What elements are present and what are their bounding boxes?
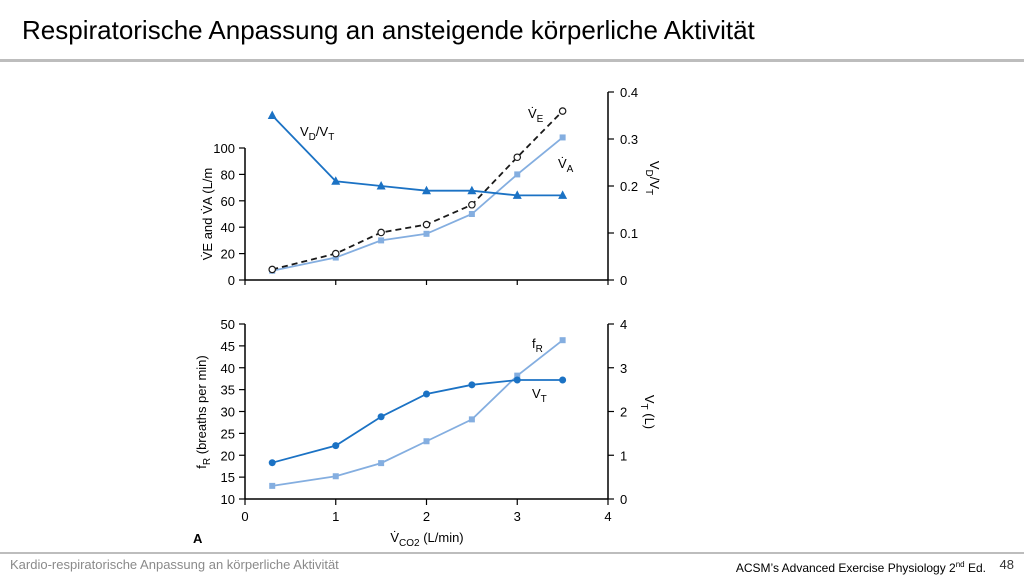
upper-right-tick-label: 0.3: [620, 132, 639, 147]
fr-series-point: [469, 416, 475, 422]
footer-caption: Kardio-respiratorische Anpassung an körperliche Aktivität: [10, 557, 339, 572]
va-series-point: [514, 171, 520, 177]
lower-right-tick-label: 2: [620, 404, 628, 420]
va-series-point: [560, 134, 566, 140]
fr-series-point: [269, 483, 275, 489]
vt-series-point: [514, 377, 521, 384]
ve-series-point: [469, 202, 475, 208]
upper-left-tick-label: 0: [227, 273, 235, 288]
va-series-point: [378, 237, 384, 243]
footer-source-sup: nd: [955, 560, 965, 569]
ve-series-point: [333, 250, 339, 256]
va-series-point: [424, 231, 430, 237]
vt-series-point: [378, 413, 385, 420]
upper-right-tick-label: 0: [620, 273, 628, 288]
lower-left-tick-label: 15: [220, 470, 235, 486]
page-number: 48: [999, 557, 1014, 572]
upper-left-tick-label: 100: [213, 141, 235, 156]
ve-series-point: [423, 221, 429, 227]
lower-x-axis-label: $V̇_{CO2}$ (L/min): [390, 530, 464, 549]
vt-series-point: [468, 381, 475, 388]
vt-series-line: [272, 380, 562, 463]
lower-left-tick-label: 25: [220, 426, 235, 442]
lower-right-tick-label: 1: [620, 448, 628, 464]
fr-series-line: [272, 340, 562, 486]
upper-right-tick-label: 0.4: [620, 85, 639, 100]
fr-series-point: [424, 438, 430, 444]
vdvt-series-point: [268, 111, 277, 120]
ve-series-point: [514, 154, 520, 160]
vt-series-point: [559, 377, 566, 384]
lower-x-tick-label: 1: [332, 509, 340, 524]
footer-source: [736, 560, 986, 575]
footer-divider: [0, 552, 1024, 554]
vt-series-point: [332, 442, 339, 449]
fr-series-point: [333, 473, 339, 479]
lower-x-tick-label: 0: [241, 509, 249, 524]
vt-series-point: [423, 391, 430, 398]
upper-left-tick-label: 60: [220, 193, 235, 209]
lower-x-tick-label: 2: [422, 509, 431, 524]
footer-source-prefix: ACSM’s Advanced Exercise Physiology 2: [735, 561, 956, 575]
fr-series-point: [560, 337, 566, 343]
vdvt-series-label: $V_D/V_T$: [300, 124, 335, 143]
va-series-label: $V̇_A$: [558, 156, 574, 175]
ve-series-point: [378, 229, 384, 235]
ve-series-point: [269, 266, 275, 272]
upper-left-axis-label: V̇E and V̇A (L/m: [200, 167, 215, 261]
lower-left-axis-label: $f_R$ (breaths per min): [194, 355, 213, 469]
lower-right-tick-label: 3: [620, 360, 628, 376]
slide-title: Respiratorische Anpassung an ansteigende körperliche Aktivität: [22, 15, 755, 45]
fr-series-point: [378, 460, 384, 466]
lower-right-axis-label: $V_T$ (L): [638, 394, 657, 430]
upper-left-tick-label: 40: [220, 220, 235, 236]
ve-series-point: [559, 108, 565, 114]
upper-left-tick-label: 80: [220, 167, 235, 183]
fr-series-label: $f_R$: [532, 336, 543, 355]
lower-left-tick-label: 35: [220, 382, 235, 398]
lower-left-tick-label: 20: [220, 448, 235, 464]
vt-series-label: $V_T$: [532, 386, 547, 405]
lower-right-tick-label: 4: [620, 317, 628, 332]
vt-series-point: [269, 459, 276, 466]
va-series-point: [469, 211, 475, 217]
lower-left-tick-label: 40: [220, 360, 235, 376]
lower-x-tick-label: 4: [604, 509, 612, 524]
lower-left-tick-label: 45: [220, 338, 235, 354]
upper-panel: [200, 85, 662, 288]
lower-left-tick-label: 30: [220, 404, 235, 420]
upper-right-tick-label: 0.1: [620, 226, 639, 241]
panel-label: A: [193, 531, 203, 546]
lower-left-tick-label: 10: [220, 492, 235, 507]
lower-x-tick-label: 3: [513, 509, 521, 524]
lower-panel: [194, 317, 657, 549]
upper-right-axis-label: $V_D/V_T$: [643, 160, 662, 196]
ve-series-label: $V̇_E$: [528, 106, 544, 125]
lower-left-tick-label: 50: [220, 317, 235, 332]
upper-right-tick-label: 0.2: [620, 179, 639, 194]
footer-source-suffix: Ed.: [964, 561, 986, 575]
lower-right-tick-label: 0: [620, 492, 628, 507]
upper-left-tick-label: 20: [220, 246, 235, 262]
